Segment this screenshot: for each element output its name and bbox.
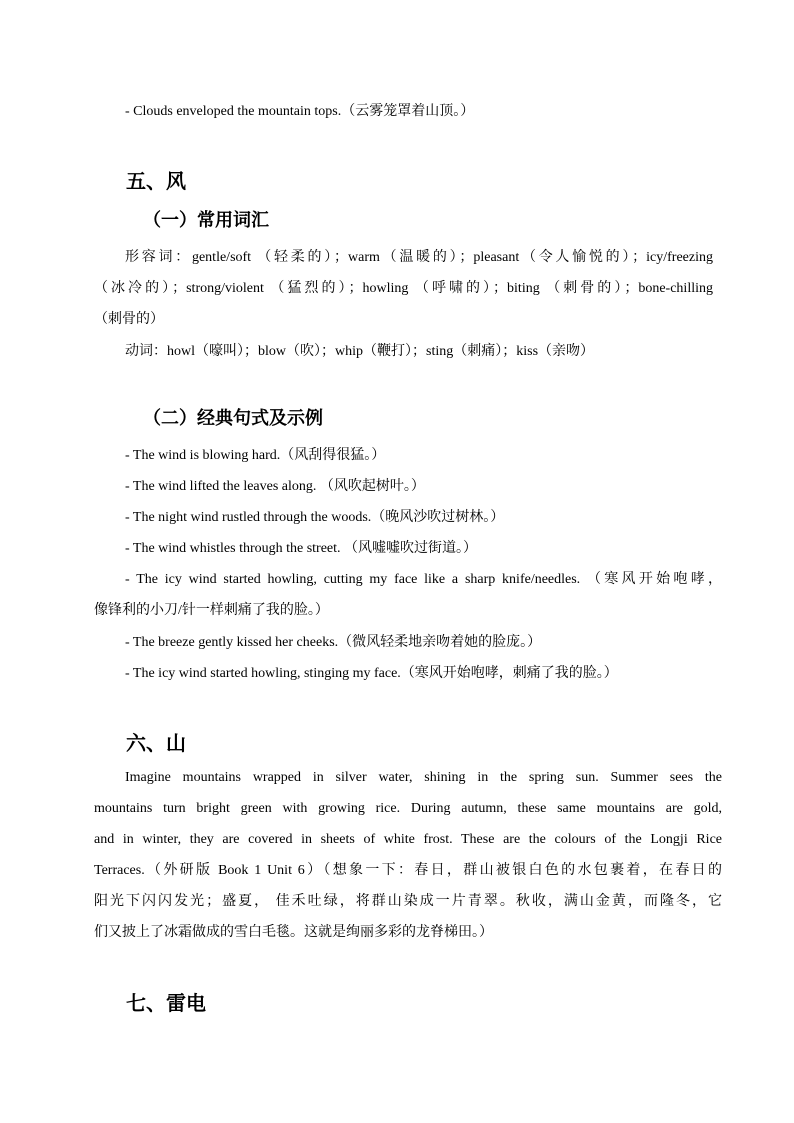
mountain-paragraph-line-2: mountains turn bright green with growing rice. During autumn, these same mountains are gold, bbox=[94, 801, 722, 816]
verbs-line: 动词：howl（嚎叫）；blow（吹）；whip（鞭打）；sting（刺痛）；kiss（亲吻） bbox=[125, 344, 595, 359]
intro-example-line: - Clouds enveloped the mountain tops.（云雾笼罩着山顶。） bbox=[125, 104, 475, 119]
section-title-mountain: 六、山 bbox=[126, 731, 186, 755]
sentence-5-line-1: - The icy wind started howling, cutting my face like a sharp knife/needles. （寒风开始咆哮， bbox=[125, 572, 722, 587]
subsection-title-sentences: （二）经典句式及示例 bbox=[143, 408, 323, 429]
sentence-5-line-2: 像锋利的小刀/针一样刺痛了我的脸。） bbox=[94, 603, 329, 618]
mountain-paragraph-line-4: Terraces.（外研版 Book 1 Unit 6）（想象一下：春日，群山被银白色的水包裹着，在春日的 bbox=[94, 863, 722, 878]
sentence-2: - The wind lifted the leaves along. （风吹起树叶。） bbox=[125, 479, 425, 494]
mountain-paragraph-line-5: 阳光下闪闪发光；盛夏， 佳禾吐绿，将群山染成一片青翠。秋收，满山金黄，而隆冬，它 bbox=[94, 894, 722, 909]
adjectives-line-1: 形容词：gentle/soft （轻柔的）；warm（温暖的）；pleasant（令人愉悦的）；icy/freezing bbox=[125, 250, 713, 265]
mountain-paragraph-line-1: Imagine mountains wrapped in silver water, shining in the spring sun. Summer sees the bbox=[125, 770, 722, 785]
sentence-7: - The icy wind started howling, stinging my face.（寒风开始咆哮，刺痛了我的脸。） bbox=[125, 666, 618, 681]
section-title-wind: 五、风 bbox=[126, 169, 186, 193]
sentence-4: - The wind whistles through the street. （风嘘嘘吹过街道。） bbox=[125, 541, 478, 556]
adjectives-line-2: （冰冷的）；strong/violent （猛烈的）；howling （呼啸的）；biting （刺骨的）；bone-chilling bbox=[94, 281, 713, 296]
section-title-thunder-lightning: 七、雷电 bbox=[126, 991, 206, 1015]
subsection-title-vocabulary: （一）常用词汇 bbox=[143, 210, 269, 231]
sentence-3: - The night wind rustled through the woods.（晚风沙吹过树林。） bbox=[125, 510, 505, 525]
sentence-1: - The wind is blowing hard.（风刮得很猛。） bbox=[125, 448, 386, 463]
mountain-paragraph-line-6: 们又披上了冰霜做成的雪白毛毯。这就是绚丽多彩的龙脊梯田。） bbox=[94, 925, 493, 940]
mountain-paragraph-line-3: and in winter, they are covered in sheets of white frost. These are the colours of the Longji Rice bbox=[94, 832, 722, 847]
sentence-6: - The breeze gently kissed her cheeks.（微风轻柔地亲吻着她的脸庞。） bbox=[125, 635, 542, 650]
adjectives-line-3: （刺骨的） bbox=[94, 312, 164, 327]
